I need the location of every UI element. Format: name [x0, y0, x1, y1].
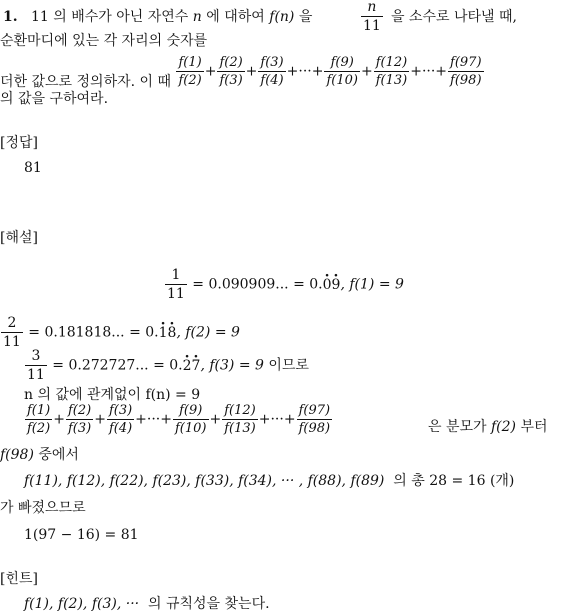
- math-fn: f(n): [269, 9, 295, 25]
- hint-heading: [힌트]: [0, 571, 38, 587]
- frac-term-2: $\frac{f(2)}{f(3)}$: [219, 55, 243, 88]
- problem-line-4: 의 값을 구하여라.: [0, 91, 109, 107]
- solution-heading: [해설]: [0, 230, 38, 246]
- hint-text: f(1), f(2), f(3), ··· 의 규칙성을 찾는다.: [24, 596, 270, 612]
- solution-sum-after: 은 분모가 f(2) 부터: [428, 419, 548, 435]
- ellipsis: ···: [421, 63, 436, 80]
- frac-num: n: [361, 0, 383, 17]
- solution-excluded: 가 빠졌으므로: [0, 500, 86, 516]
- frac-den: 11: [363, 18, 381, 34]
- solution-line-f98: f(98) 중에서: [0, 447, 79, 463]
- answer-heading: [정답]: [0, 135, 38, 151]
- plus: +: [360, 63, 373, 80]
- problem-text: 더한 값으로 정의하자. 이 때: [0, 73, 172, 90]
- frac-term-3: $\frac{f(3)}{f(4)}$: [260, 55, 284, 88]
- problem-line-3: [0, 55, 485, 90]
- frac-term-6: $\frac{f(97)}{f(98)}$: [450, 55, 482, 88]
- solution-result: 1(97 − 16) = 81: [24, 527, 139, 543]
- plus: +: [286, 63, 299, 80]
- solution-eq-2: $\frac{2}{11}$ = 0.181818... = 0.· 1· 8, f(2) = 9: [0, 316, 240, 349]
- plus: +: [204, 63, 217, 80]
- frac-term-4: $\frac{f(9)}{f(10)}$: [326, 55, 358, 88]
- plus: +: [435, 63, 448, 80]
- solution-eq-3: $\frac{3}{11}$ = 0.272727... = 0.· 2· 7, f(3) = 9 이므로: [24, 349, 309, 382]
- variable-n: n: [192, 9, 202, 25]
- frac-n-over-11: [360, 0, 384, 33]
- problem-line-2: 순환마디에 있는 각 자리의 숫자를: [0, 33, 208, 49]
- plus: +: [311, 63, 324, 80]
- answer-value: 81: [24, 160, 42, 176]
- frac-term-5: $\frac{f(12)}{f(13)}$: [375, 55, 408, 88]
- solution-sum-line: $\frac{f(1)}{f(2)}$ + $\frac{f(2)}{f(3)}$ + $\frac{f(3)}{f(4)}$ +···+ $\frac{f(9)}{f(10)}$ + $\frac{f(12)}{f(13)}$ +···+ $\frac{f(97)}{f(98)}$: [27, 403, 331, 436]
- ellipsis: ···: [298, 63, 312, 80]
- problem-text: 11 의 배수가 아닌 자연수: [30, 9, 189, 25]
- problem-text: 을: [298, 9, 313, 25]
- problem-line-1-tail: 을 소수로 나타낼 때,: [391, 9, 517, 25]
- solution-eq-1: $\frac{1}{11}$ = 0.090909... = 0.· 0· 9, f(1) = 9: [164, 268, 404, 301]
- frac-term-1: $\frac{f(1)}{f(2)}$: [178, 55, 202, 88]
- solution-list: f(11), f(12), f(22), f(23), f(33), f(34), ··· , f(88), f(89) 의 총 28 = 16 (개): [24, 473, 515, 489]
- problem-line-1: [3, 10, 312, 24]
- plus: +: [410, 63, 422, 80]
- solution-line-n: n 의 값에 관계없이 f(n) = 9: [24, 387, 201, 403]
- problem-text: 에 대하여: [206, 9, 265, 25]
- plus: +: [245, 63, 258, 80]
- problem-number: 1.: [3, 9, 18, 25]
